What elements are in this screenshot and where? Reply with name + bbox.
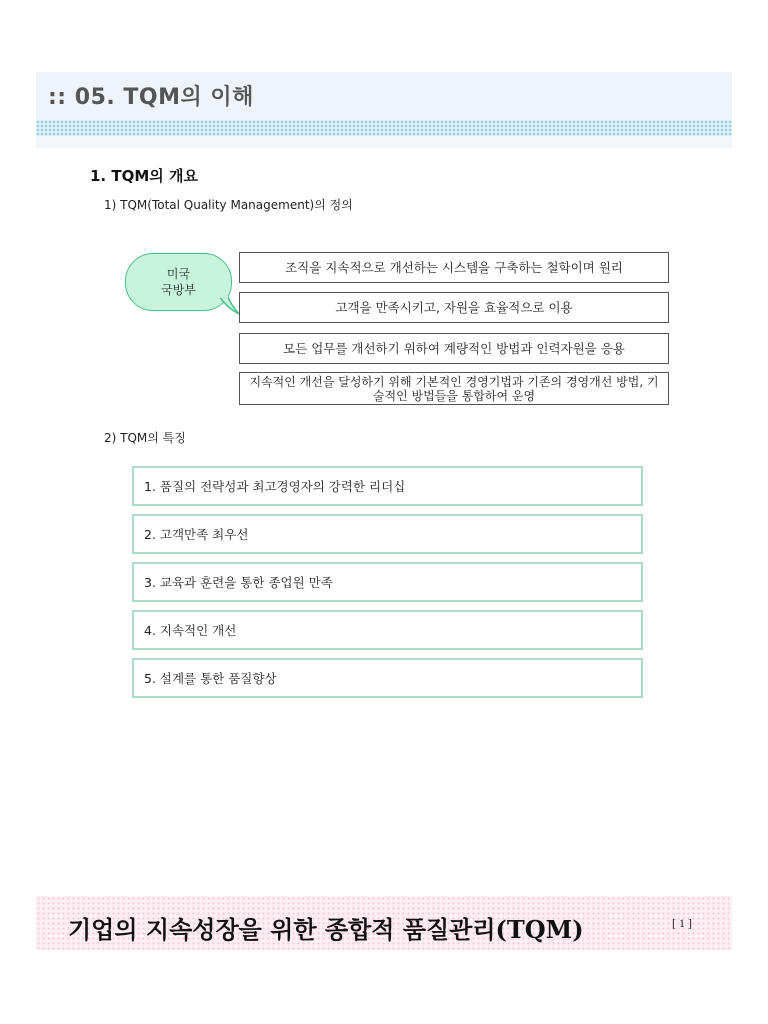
header-underband [36, 136, 732, 148]
subheading-definition: 1) TQM(Total Quality Management)의 정의 [104, 198, 353, 212]
feature-box: 3. 교육과 훈련을 통한 종업원 만족 [132, 562, 643, 602]
header-stripe [36, 120, 732, 136]
feature-box: 1. 품질의 전략성과 최고경영자의 강력한 리더십 [132, 466, 643, 506]
header-band [36, 72, 732, 120]
page-title: :: 05. TQM의 이해 [48, 85, 254, 110]
footer-title: 기업의 지속성장을 위한 종합적 품질관리(TQM) [68, 915, 584, 944]
bubble-line-1: 미국 [166, 267, 191, 281]
subheading-features: 2) TQM의 특징 [104, 431, 186, 445]
page-number: [ 1 ] [672, 916, 692, 930]
definition-box: 조직을 지속적으로 개선하는 시스템을 구축하는 철학이며 원리 [239, 252, 669, 283]
footer-band [36, 896, 732, 950]
definition-box: 고객을 만족시키고, 자원을 효율적으로 이용 [239, 292, 669, 323]
definition-box: 모든 업무를 개선하기 위하여 계량적인 방법과 인력자원을 응용 [239, 333, 669, 364]
speech-bubble [125, 253, 232, 311]
definition-box: 지속적인 개선을 달성하기 위해 기본적인 경영기법과 기존의 경영개선 방법, 기술적인 방법들을 통합하여 운영 [239, 372, 669, 405]
feature-box: 5. 설계를 통한 품질향상 [132, 658, 643, 698]
feature-box: 2. 고객만족 최우선 [132, 514, 643, 554]
speech-bubble-tail [219, 296, 241, 316]
feature-box: 4. 지속적인 개선 [132, 610, 643, 650]
bubble-line-2: 국방부 [161, 283, 196, 297]
section-heading: 1. TQM의 개요 [90, 167, 198, 185]
